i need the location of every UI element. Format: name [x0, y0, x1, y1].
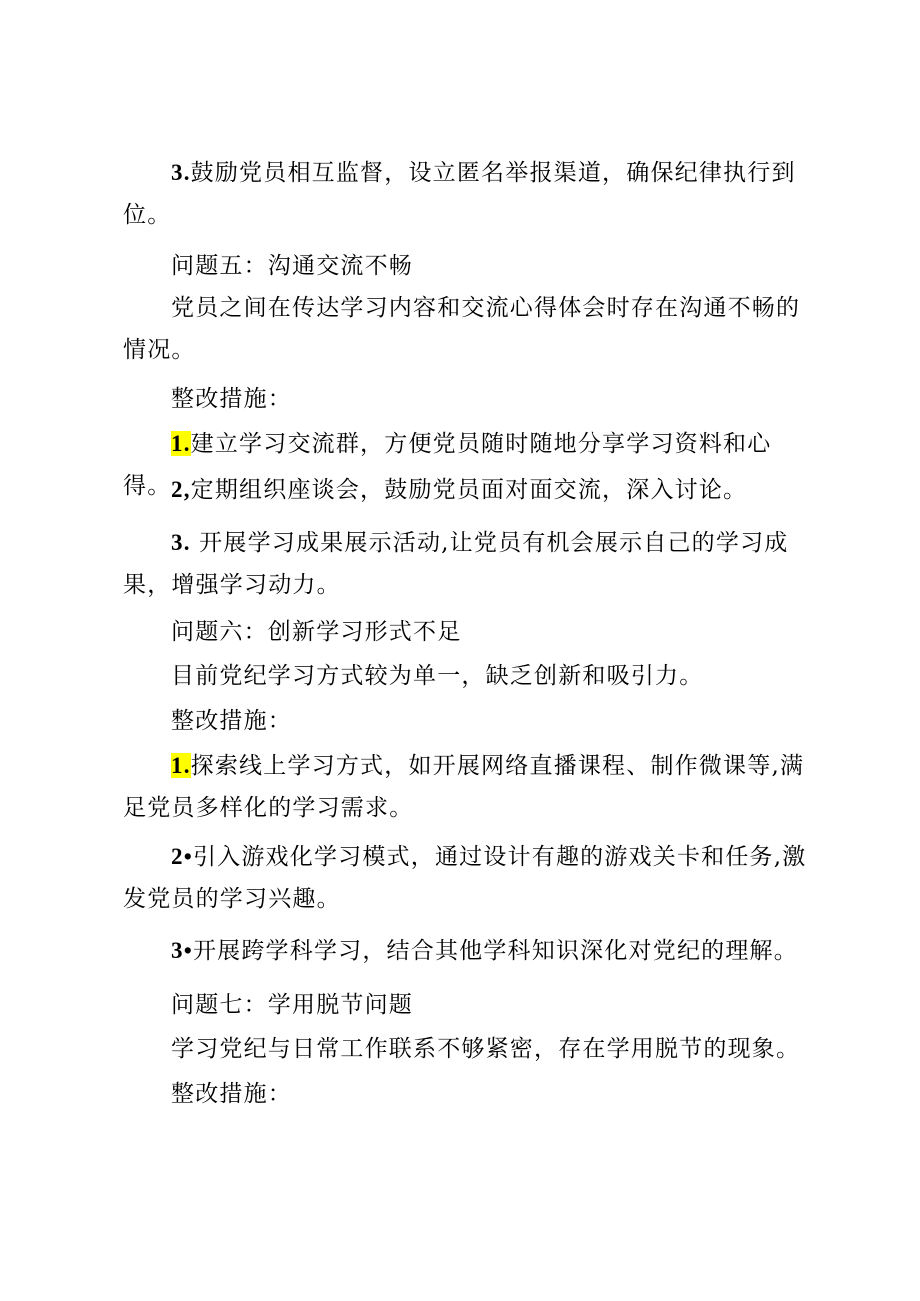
paragraph [123, 836, 813, 920]
paragraph-text: 整改措施： [171, 386, 292, 412]
list-number: 3. [171, 160, 191, 185]
paragraph [123, 930, 813, 972]
paragraph-text: 党员之间在传达学习内容和交流心得体会时存在沟通不畅的情况。 [123, 295, 801, 363]
section-heading [123, 984, 813, 1026]
paragraph-text: 问题六：创新学习形式不足 [171, 619, 462, 645]
paragraph [123, 655, 813, 697]
paragraph-text: 探索线上学习方式，如开展网络直播课程、制作微课等,满足党员多样化的学习需求。 [123, 753, 805, 821]
measures-heading [123, 378, 813, 420]
paragraph-text: 建立学习交流群，方便党员随时随地分享学习资料和心得。 [123, 431, 772, 499]
list-number: 3• [171, 938, 193, 963]
paragraph [123, 1028, 813, 1070]
paragraph [123, 287, 813, 371]
paragraph-text: 学习党纪与日常工作联系不够紧密，存在学用脱节的现象。 [171, 1036, 801, 1062]
list-number-highlighted: 1. [171, 753, 191, 778]
list-number-highlighted: 1. [171, 431, 191, 456]
list-number: 3. [171, 530, 191, 555]
paragraph [123, 522, 813, 606]
paragraph-text: 引入游戏化学习模式，通过设计有趣的游戏关卡和任务,激发党员的学习兴趣。 [123, 844, 807, 912]
paragraph-text: 问题五：沟通交流不畅 [171, 253, 413, 279]
list-number: 2• [171, 844, 193, 869]
paragraph [123, 469, 813, 511]
paragraph [123, 152, 813, 236]
section-heading [123, 611, 813, 653]
list-number: 2, [171, 477, 191, 502]
paragraph-text: 开展跨学科学习，结合其他学科知识深化对党纪的理解。 [192, 938, 798, 964]
paragraph-text: 整改措施： [171, 708, 292, 734]
paragraph-text: 定期组织座谈会，鼓励党员面对面交流，深入讨论。 [190, 477, 748, 503]
section-heading [123, 245, 813, 287]
paragraph [123, 745, 813, 829]
paragraph-text: 问题七：学用脱节问题 [171, 992, 413, 1018]
paragraph-text: 整改措施： [171, 1081, 292, 1107]
paragraph-text: 目前党纪学习方式较为单一，缺乏创新和吸引力。 [171, 663, 704, 689]
paragraph-text: 鼓励党员相互监督，设立匿名举报渠道，确保纪律执行到位。 [123, 160, 796, 228]
measures-heading [123, 1073, 813, 1115]
paragraph-text: 开展学习成果展示活动,让党员有机会展示自己的学习成果，增强学习动力。 [123, 530, 789, 598]
measures-heading [123, 700, 813, 742]
